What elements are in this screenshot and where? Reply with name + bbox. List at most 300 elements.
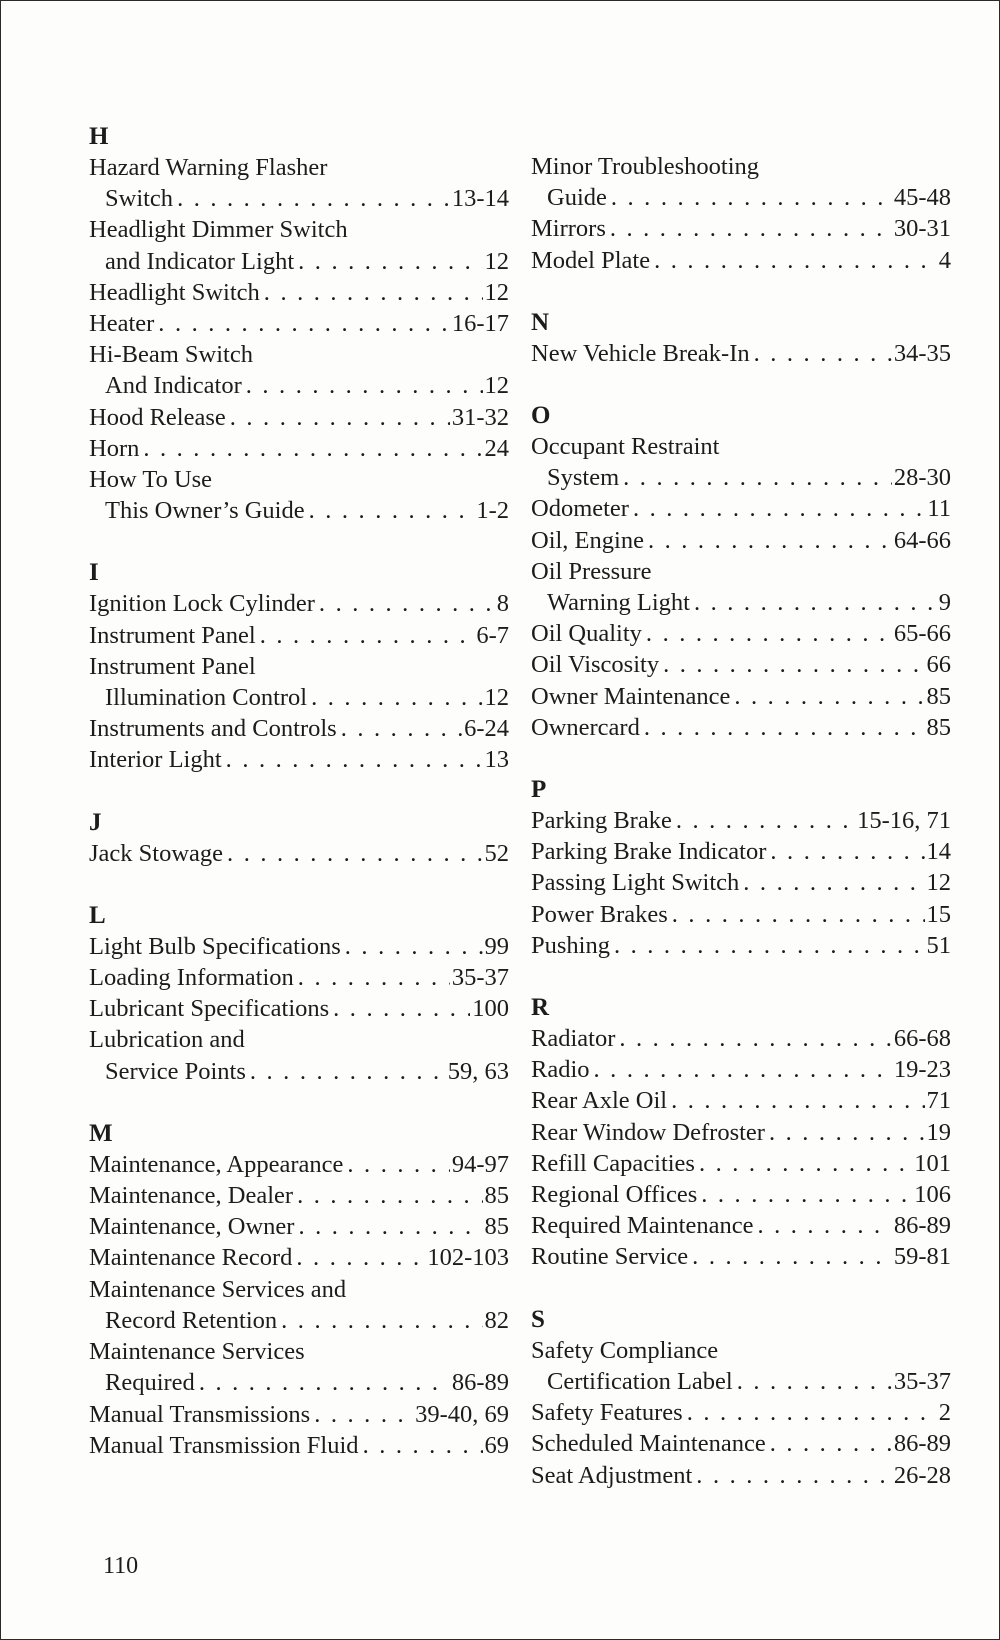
index-entry — [89, 838, 509, 869]
section-letter: R — [531, 994, 550, 1022]
index-entry — [531, 836, 951, 867]
entry-page-ref: 86-89 — [893, 1430, 951, 1458]
entry-page-ref: 8 — [496, 590, 509, 618]
entry-page-ref: 85 — [484, 1182, 509, 1210]
dot-leader — [298, 962, 450, 993]
entry-line — [89, 682, 509, 713]
entry-line — [531, 930, 951, 961]
index-entry — [531, 493, 951, 524]
dot-leader — [734, 681, 924, 712]
entry-name: Switch — [105, 185, 174, 213]
section-letter: H — [89, 123, 109, 150]
index-entry — [89, 1149, 509, 1180]
entry-name: System — [547, 464, 620, 492]
entry-page-ref: 59-81 — [893, 1243, 951, 1271]
section-letter: M — [89, 1119, 113, 1147]
entry-name: Refill Capacities — [531, 1149, 695, 1177]
page-number: 110 — [103, 1553, 139, 1579]
index-entry — [89, 744, 509, 775]
index-entry — [89, 620, 509, 651]
entry-name: Ignition Lock Cylinder — [89, 590, 315, 618]
index-entry — [89, 402, 509, 433]
entry-name: Maintenance Record — [89, 1244, 293, 1272]
entry-line — [531, 245, 951, 276]
entry-name: Guide — [547, 184, 607, 212]
entry-page-ref: 12 — [926, 869, 951, 897]
entry-name: Owner Maintenance — [531, 682, 731, 710]
entry-line — [89, 993, 509, 1024]
entry-line — [89, 495, 509, 526]
entry-page-ref: 85 — [484, 1213, 509, 1241]
index-entry — [531, 151, 951, 213]
entry-line — [531, 1460, 951, 1491]
dot-leader — [769, 1117, 925, 1148]
index-section — [531, 151, 951, 276]
section-letter: S — [531, 1305, 545, 1333]
entry-line — [89, 183, 509, 214]
entry-line — [531, 525, 951, 556]
dot-leader — [227, 838, 482, 869]
dot-leader — [654, 245, 937, 276]
entry-name: Radiator — [531, 1025, 616, 1053]
index-entry — [531, 245, 951, 276]
entry-name: Warning Light — [547, 589, 690, 617]
index-section — [89, 1118, 509, 1461]
index-entry — [531, 1085, 951, 1116]
index-section — [89, 807, 509, 869]
entry-page-ref: 51 — [926, 931, 951, 959]
dot-leader — [319, 588, 495, 619]
entry-name: Maintenance Services and — [89, 1275, 347, 1303]
dot-leader — [297, 1180, 482, 1211]
entry-name: Mirrors — [531, 215, 606, 243]
entry-page-ref: 86-89 — [893, 1212, 951, 1240]
index-entry — [89, 464, 509, 526]
dot-leader — [363, 1430, 483, 1461]
entry-line — [89, 1305, 509, 1336]
entry-page-ref: 19-23 — [893, 1056, 951, 1084]
index-entry — [89, 433, 509, 464]
entry-line — [531, 493, 951, 524]
index-entry — [89, 308, 509, 339]
entry-page-ref: 19 — [926, 1118, 951, 1146]
dot-leader — [594, 1054, 892, 1085]
entry-name: Pushing — [531, 931, 610, 959]
index-entry — [89, 931, 509, 962]
index-entry — [531, 1179, 951, 1210]
dot-leader — [199, 1367, 450, 1398]
entry-line — [531, 556, 951, 587]
dot-leader — [694, 587, 937, 618]
entry-name: Headlight Dimmer Switch — [89, 216, 348, 244]
entry-page-ref: 12 — [484, 372, 509, 400]
dot-leader — [281, 1305, 482, 1336]
entry-line — [89, 464, 509, 495]
index-entry — [531, 681, 951, 712]
entry-line — [89, 962, 509, 993]
entry-line — [89, 713, 509, 744]
index-entry — [531, 867, 951, 898]
entry-line — [89, 152, 509, 183]
section-spacer — [531, 743, 951, 774]
entry-line — [531, 338, 951, 369]
index-section — [531, 307, 951, 369]
entry-line — [531, 1335, 951, 1366]
index-column-left — [89, 121, 509, 1461]
entry-name: Power Brakes — [531, 900, 668, 928]
entry-line — [89, 744, 509, 775]
dot-leader — [311, 682, 482, 713]
dot-leader — [250, 1056, 446, 1087]
dot-leader — [333, 993, 470, 1024]
entry-page-ref: 65-66 — [893, 620, 951, 648]
index-entry — [89, 588, 509, 619]
entry-page-ref: 28-30 — [893, 464, 951, 492]
index-entry — [531, 712, 951, 743]
dot-leader — [754, 338, 892, 369]
dot-leader — [314, 1399, 413, 1430]
dot-leader — [614, 930, 925, 961]
dot-leader — [347, 1149, 449, 1180]
entry-line — [89, 1336, 509, 1367]
entry-line — [531, 462, 951, 493]
entry-line — [531, 1179, 951, 1210]
entry-page-ref: 71 — [926, 1087, 951, 1115]
entry-name: Seat Adjustment — [531, 1461, 693, 1489]
entry-page-ref: 16-17 — [451, 310, 509, 338]
entry-name: Regional Offices — [531, 1181, 698, 1209]
entry-page-ref: 94-97 — [451, 1150, 509, 1178]
entry-page-ref: 59, 63 — [447, 1057, 509, 1085]
entry-page-ref: 4 — [938, 246, 951, 274]
entry-line — [531, 1241, 951, 1272]
index-entry — [89, 152, 509, 214]
entry-name: Oil Viscosity — [531, 651, 660, 679]
entry-page-ref: 35-37 — [451, 964, 509, 992]
entry-page-ref: 13-14 — [451, 185, 509, 213]
entry-name: Ownercard — [531, 713, 640, 741]
entry-line — [531, 1054, 951, 1085]
dot-leader — [158, 308, 450, 339]
entry-name: Light Bulb Specifications — [89, 932, 341, 960]
entry-name: Loading Information — [89, 964, 294, 992]
entry-page-ref: 69 — [484, 1431, 509, 1459]
entry-name: Rear Window Defroster — [531, 1118, 765, 1146]
section-spacer — [531, 1273, 951, 1304]
dot-leader — [345, 931, 483, 962]
entry-line — [531, 213, 951, 244]
entry-name: Scheduled Maintenance — [531, 1430, 766, 1458]
entry-name: Certification Label — [547, 1367, 733, 1395]
entry-line — [89, 277, 509, 308]
index-entry — [89, 993, 509, 1024]
section-letter: P — [531, 776, 547, 804]
dot-leader — [619, 1023, 891, 1054]
entry-line — [89, 1367, 509, 1398]
entry-page-ref: 102-103 — [427, 1244, 509, 1272]
index-section — [531, 992, 951, 1273]
index-entry — [531, 1460, 951, 1491]
entry-line — [531, 1023, 951, 1054]
entry-name: Rear Axle Oil — [531, 1087, 668, 1115]
entry-page-ref: 85 — [926, 713, 951, 741]
entry-name: Occupant Restraint — [531, 433, 720, 461]
entry-name: Passing Light Switch — [531, 869, 740, 897]
dot-leader — [298, 1211, 482, 1242]
section-letter: O — [531, 402, 551, 430]
index-entry — [531, 338, 951, 369]
entry-line — [89, 1274, 509, 1305]
index-entry — [531, 1210, 951, 1241]
dot-leader — [644, 712, 925, 743]
entry-name: How To Use — [89, 466, 213, 494]
entry-name: Lubricant Specifications — [89, 995, 330, 1023]
dot-leader — [143, 433, 482, 464]
entry-line — [89, 1211, 509, 1242]
entry-page-ref: 11 — [927, 495, 951, 523]
entry-name: Hi-Beam Switch — [89, 341, 253, 369]
entry-line — [89, 370, 509, 401]
entry-page-ref: 26-28 — [893, 1461, 951, 1489]
entry-name: Headlight Switch — [89, 278, 260, 306]
entry-page-ref: 100 — [472, 995, 509, 1023]
section-letter: L — [89, 901, 106, 929]
index-entry — [531, 930, 951, 961]
dot-leader — [341, 713, 462, 744]
entry-page-ref: 2 — [938, 1399, 951, 1427]
index-entry — [89, 1242, 509, 1273]
index-entry — [531, 805, 951, 836]
dot-leader — [246, 370, 483, 401]
section-spacer — [89, 526, 509, 557]
entry-page-ref: 64-66 — [893, 526, 951, 554]
entry-page-ref: 39-40, 69 — [415, 1400, 509, 1428]
entry-page-ref: 99 — [484, 932, 509, 960]
entry-name: Record Retention — [105, 1306, 278, 1334]
entry-name: Jack Stowage — [89, 839, 224, 867]
entry-name: Hood Release — [89, 403, 226, 431]
entry-line — [89, 1242, 509, 1273]
dot-leader — [770, 836, 924, 867]
entry-name: Instrument Panel — [89, 621, 256, 649]
entry-name: Minor Troubleshooting — [531, 153, 760, 180]
entry-page-ref: 6-7 — [476, 621, 509, 649]
dot-leader — [696, 1460, 892, 1491]
dot-leader — [623, 462, 892, 493]
dot-leader — [611, 182, 892, 213]
dot-leader — [699, 1148, 912, 1179]
entry-page-ref: 85 — [926, 682, 951, 710]
entry-name: Parking Brake — [531, 807, 672, 835]
entry-page-ref: 24 — [484, 434, 509, 462]
entry-page-ref: 45-48 — [893, 184, 951, 212]
dot-leader — [672, 899, 925, 930]
entry-line — [89, 1430, 509, 1461]
dot-leader — [633, 493, 925, 524]
index-column-right — [531, 151, 951, 1491]
entry-line — [531, 805, 951, 836]
index-entry — [89, 1430, 509, 1461]
index-entry — [531, 525, 951, 556]
dot-leader — [309, 495, 475, 526]
entry-line — [531, 1117, 951, 1148]
entry-name: Heater — [89, 310, 155, 338]
entry-name: Safety Compliance — [531, 1336, 719, 1364]
entry-page-ref: 35-37 — [893, 1367, 951, 1395]
index-entry — [531, 618, 951, 649]
entry-line — [89, 1180, 509, 1211]
dot-leader — [663, 649, 924, 680]
index-entry — [531, 1148, 951, 1179]
entry-name: Manual Transmissions — [89, 1400, 311, 1428]
index-entry — [89, 1180, 509, 1211]
dot-leader — [296, 1242, 425, 1273]
entry-name: and Indicator Light — [105, 247, 295, 275]
dot-leader — [743, 867, 924, 898]
entry-page-ref: 12 — [484, 247, 509, 275]
entry-page-ref: 82 — [484, 1306, 509, 1334]
index-section — [89, 900, 509, 1087]
index-entry — [89, 713, 509, 744]
dot-leader — [260, 620, 475, 651]
entry-name: Manual Transmission Fluid — [89, 1431, 359, 1459]
entry-name: Illumination Control — [105, 684, 308, 712]
entry-page-ref: 101 — [914, 1149, 951, 1177]
index-section — [89, 557, 509, 775]
entry-line — [531, 1397, 951, 1428]
entry-name: Interior Light — [89, 746, 222, 774]
index-entry — [89, 1211, 509, 1242]
entry-line — [89, 402, 509, 433]
entry-name: And Indicator — [105, 372, 242, 400]
entry-name: Routine Service — [531, 1243, 689, 1271]
dot-leader — [264, 277, 483, 308]
entry-line — [531, 836, 951, 867]
entry-line — [89, 339, 509, 370]
dot-leader — [610, 213, 892, 244]
entry-line — [89, 651, 509, 682]
section-spacer — [89, 869, 509, 900]
entry-name: Instruments and Controls — [89, 715, 337, 743]
entry-page-ref: 14 — [926, 838, 951, 866]
dot-leader — [226, 744, 483, 775]
index-entry — [531, 213, 951, 244]
dot-leader — [737, 1366, 892, 1397]
index-entry — [531, 1335, 951, 1397]
index-section — [531, 1304, 951, 1491]
entry-page-ref: 86-89 — [451, 1369, 509, 1397]
entry-line — [531, 618, 951, 649]
entry-name: Hazard Warning Flasher — [89, 154, 328, 181]
index-entry — [89, 339, 509, 401]
entry-line — [531, 182, 951, 213]
dot-leader — [646, 618, 892, 649]
entry-line — [89, 214, 509, 245]
entry-page-ref: 1-2 — [476, 497, 509, 525]
entry-line — [89, 308, 509, 339]
entry-line — [531, 1085, 951, 1116]
dot-leader — [770, 1428, 892, 1459]
section-spacer — [89, 1087, 509, 1118]
entry-name: Radio — [531, 1056, 590, 1084]
entry-line — [531, 712, 951, 743]
dot-leader — [757, 1210, 891, 1241]
entry-page-ref: 31-32 — [451, 403, 509, 431]
dot-leader — [177, 183, 450, 214]
entry-name: Oil Pressure — [531, 557, 652, 585]
entry-page-ref: 15-16, 71 — [857, 807, 951, 835]
entry-page-ref: 34-35 — [893, 339, 951, 367]
index-entry — [531, 899, 951, 930]
entry-page-ref: 15 — [926, 900, 951, 928]
entry-line — [531, 867, 951, 898]
entry-line — [531, 899, 951, 930]
index-entry — [89, 1024, 509, 1086]
entry-name: Horn — [89, 434, 140, 462]
entry-name: Oil Quality — [531, 620, 642, 648]
index-section — [531, 774, 951, 961]
section-spacer — [531, 961, 951, 992]
entry-name: Safety Features — [531, 1399, 683, 1427]
entry-name: Instrument Panel — [89, 652, 256, 680]
entry-line — [89, 1056, 509, 1087]
entry-name: Maintenance Services — [89, 1338, 305, 1366]
section-spacer — [531, 276, 951, 307]
index-entry — [89, 962, 509, 993]
section-letter: N — [531, 308, 550, 336]
dot-leader — [701, 1179, 912, 1210]
entry-line — [531, 649, 951, 680]
dot-leader — [692, 1241, 892, 1272]
entry-page-ref: 13 — [484, 746, 509, 774]
entry-name: Lubrication and — [89, 1026, 245, 1054]
index-entry — [531, 1117, 951, 1148]
index-entry — [531, 431, 951, 493]
index-entry — [89, 277, 509, 308]
entry-line — [89, 246, 509, 277]
entry-name: Maintenance, Appearance — [89, 1150, 344, 1178]
entry-page-ref: 66 — [926, 651, 951, 679]
index-entry — [531, 556, 951, 618]
entry-line — [531, 1428, 951, 1459]
index-entry — [531, 1428, 951, 1459]
index-section — [531, 400, 951, 743]
index-entry — [89, 651, 509, 713]
entry-name: This Owner’s Guide — [105, 497, 305, 525]
entry-name: Required — [105, 1369, 195, 1397]
entry-name: Parking Brake Indicator — [531, 838, 767, 866]
section-letter: J — [89, 808, 102, 836]
index-entry — [531, 1054, 951, 1085]
entry-line — [89, 838, 509, 869]
index-entry — [531, 1241, 951, 1272]
entry-page-ref: 6-24 — [464, 715, 509, 743]
index-entry — [89, 214, 509, 276]
dot-leader — [648, 525, 892, 556]
entry-name: Maintenance, Owner — [89, 1213, 295, 1241]
entry-line — [89, 433, 509, 464]
entry-line — [531, 1210, 951, 1241]
index-entry — [89, 1399, 509, 1430]
entry-line — [89, 1399, 509, 1430]
entry-name: Model Plate — [531, 246, 651, 274]
entry-line — [89, 1024, 509, 1055]
entry-line — [531, 151, 951, 182]
entry-line — [89, 620, 509, 651]
entry-page-ref: 12 — [484, 684, 509, 712]
section-letter: I — [89, 559, 99, 587]
entry-name: Required Maintenance — [531, 1212, 754, 1240]
